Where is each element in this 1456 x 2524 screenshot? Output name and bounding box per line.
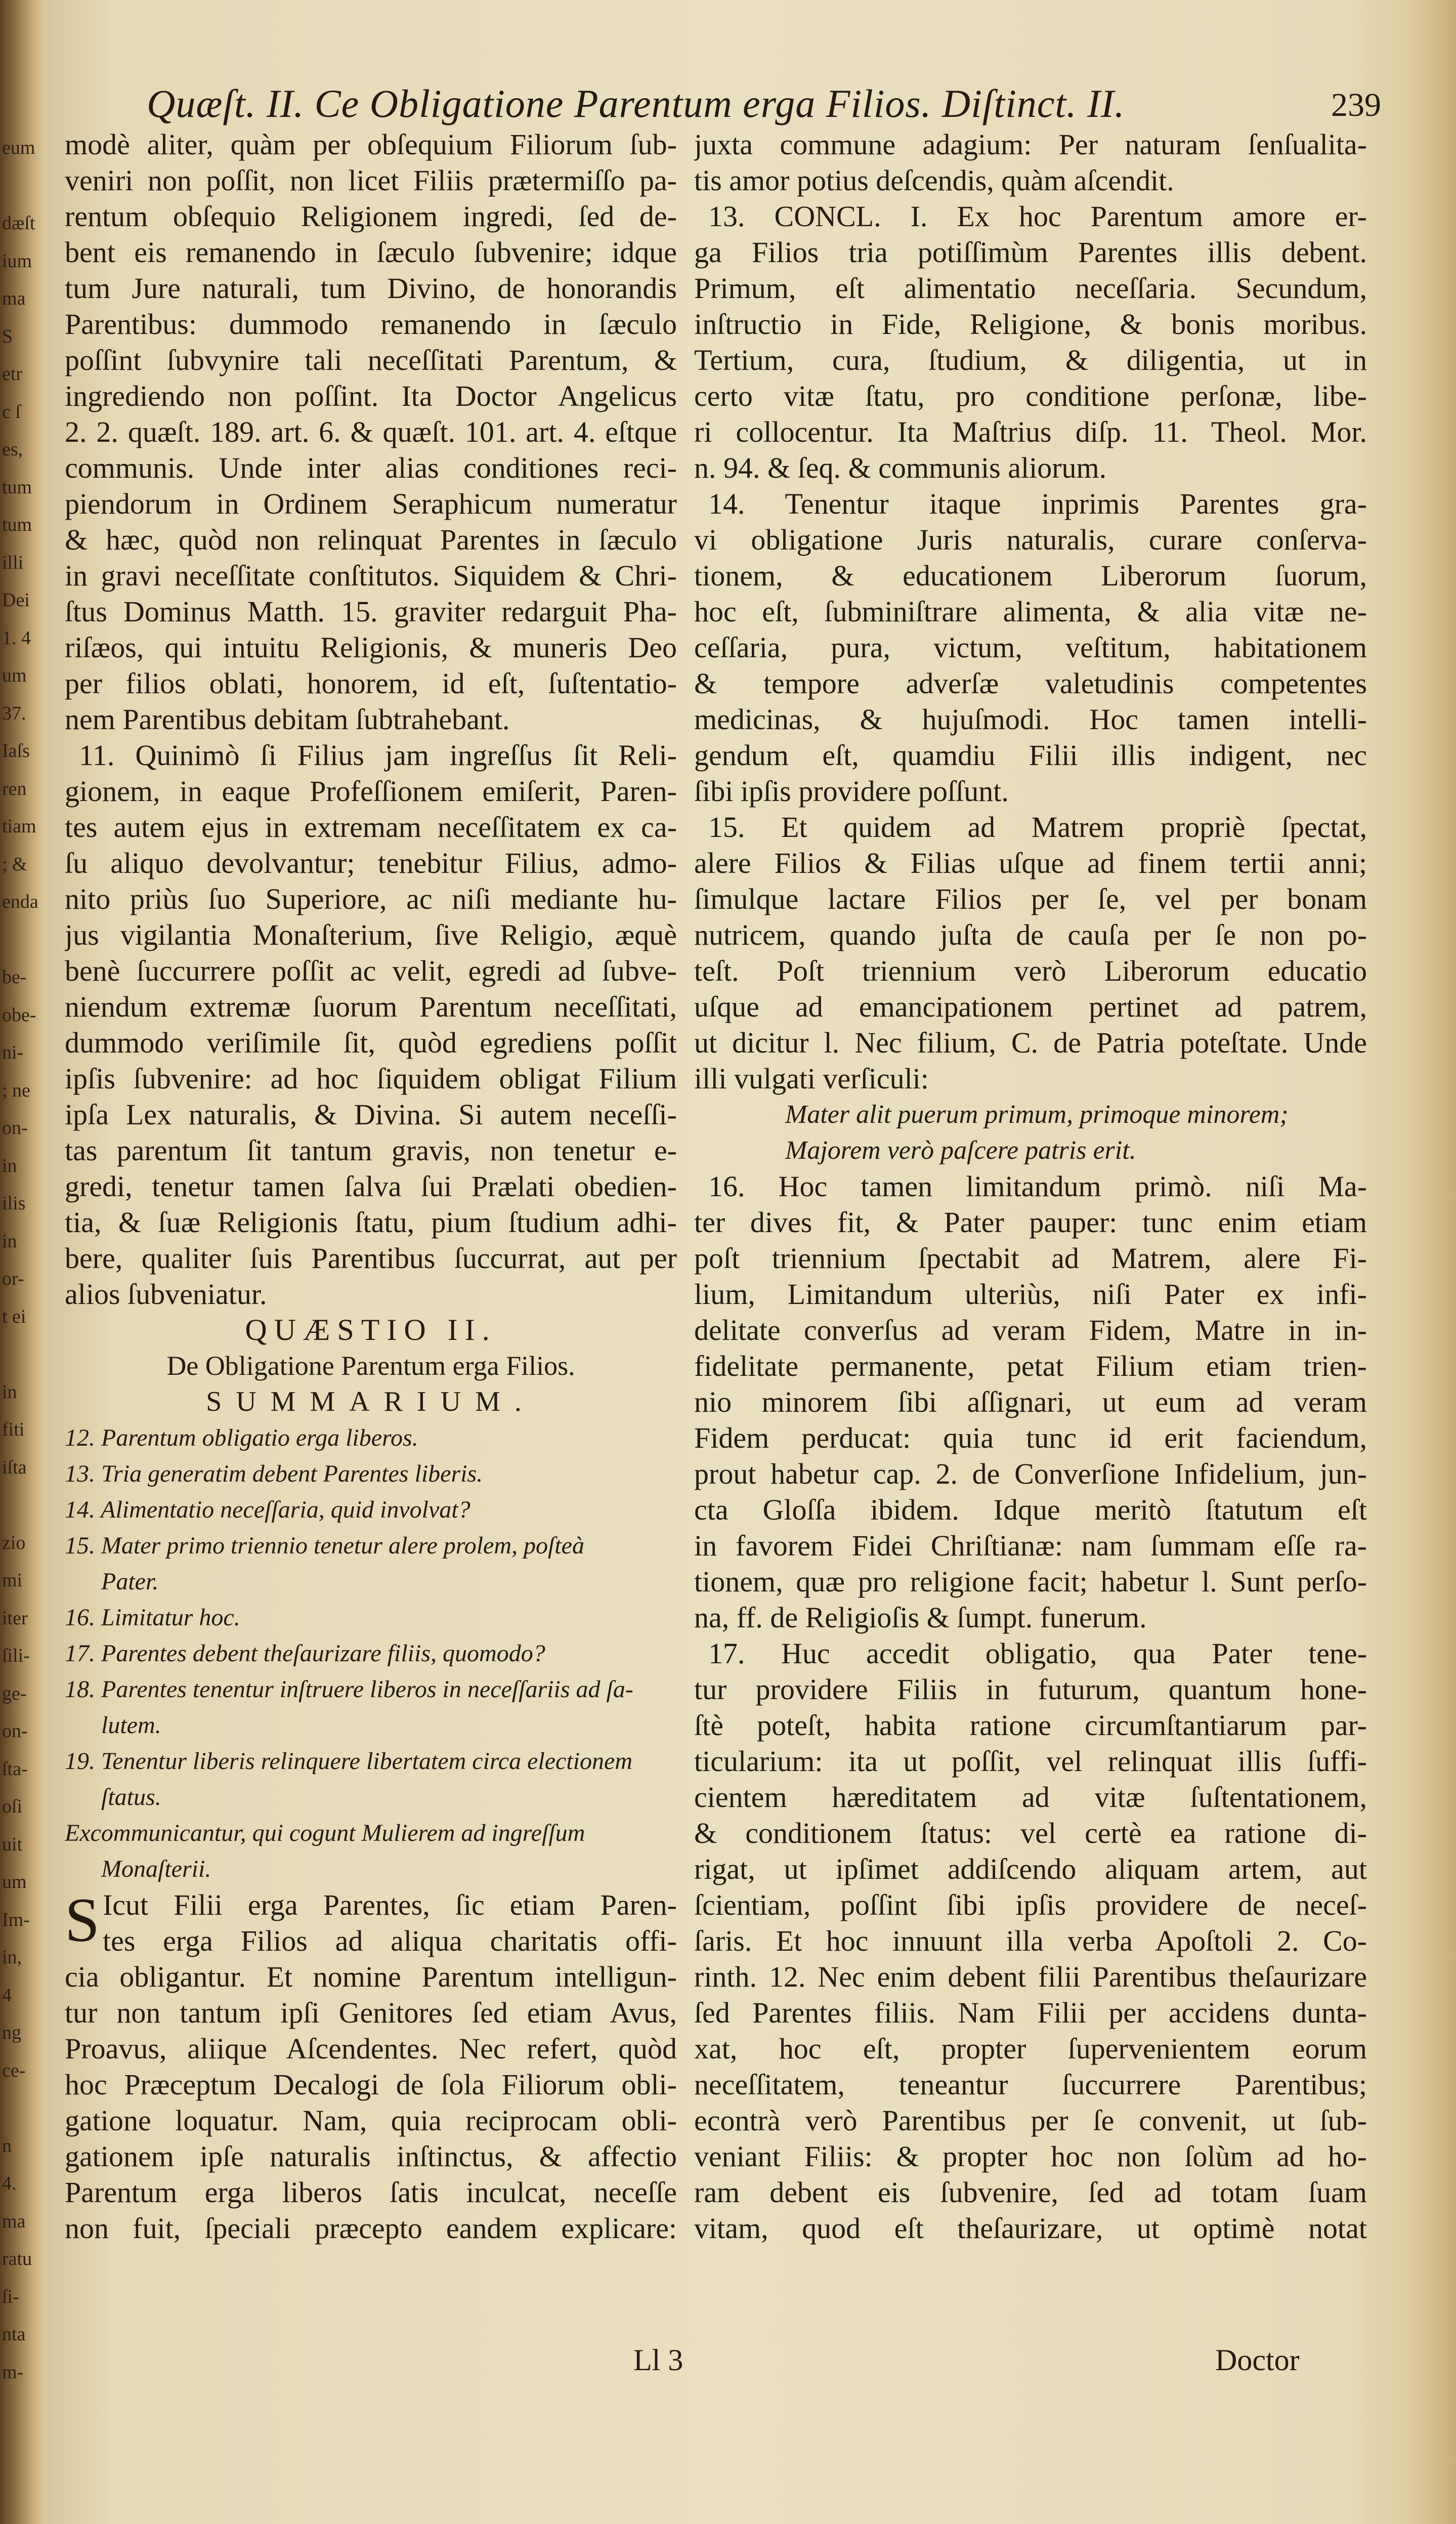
gutter-fragment: uit xyxy=(2,1833,23,1855)
summary-item: 14. Alimentatio neceſſaria, quid involvat? xyxy=(65,1496,470,1523)
text-line: tionem, & educationem Liberorum ſuorum, xyxy=(694,559,1367,592)
gutter-fragment: tiam xyxy=(2,816,36,837)
text-line: 15. Et quidem ad Matrem propriè ſpectat, xyxy=(708,811,1367,844)
gutter-fragment xyxy=(2,1340,40,1368)
gutter-fragment: tum xyxy=(2,476,32,498)
gutter-fragment: tum xyxy=(2,514,32,535)
gutter-fragment: mi xyxy=(2,1570,23,1591)
text-line: cientem hæreditatem ad vitæ ſuſtentationem, xyxy=(694,1781,1367,1814)
text-line: tes autem ejus in extremam neceſſitatem ex ca- xyxy=(65,811,677,844)
text-line: nutricem, quando juſta de cauſa per ſe non po- xyxy=(694,918,1367,951)
drop-cap: S xyxy=(65,1885,100,1955)
page-number: 239 xyxy=(1331,87,1381,123)
text-line: benè ſuccurrere poſſit ac velit, egredi ad ſubve- xyxy=(65,954,677,987)
text-line: per filios oblati, honorem, id eſt, ſuſtentatio- xyxy=(65,667,677,700)
summary-item: Monaſterii. xyxy=(101,1856,211,1882)
gutter-fragment: ſta- xyxy=(2,1758,28,1780)
text-line: Proavus, aliique Aſcendentes. Nec refert, quòd xyxy=(65,2032,677,2065)
gutter-fragment: ratu xyxy=(2,2248,32,2269)
left-column xyxy=(65,127,677,2246)
text-line: 11. Quinimò ſi Filius jam ingreſſus ſit Reli- xyxy=(79,739,677,772)
text-line: ſibi ipſis providere poſſunt. xyxy=(694,775,1009,808)
gutter-fragment: oſi xyxy=(2,1796,23,1817)
summary-item: Excommunicantur, qui cogunt Mulierem ad ingreſſum xyxy=(65,1820,585,1846)
text-line: cia obligantur. Et nomine Parentum intelligun- xyxy=(65,1960,677,1993)
gutter-fragment xyxy=(2,2094,40,2122)
gutter-fragment: dæſt xyxy=(2,213,35,234)
text-line: hoc Præceptum Decalogi de ſola Filiorum obli- xyxy=(65,2068,677,2101)
text-line: rinth. 12. Nec enim debent filii Parentibus theſaurizare xyxy=(694,1960,1367,1993)
text-line: ticularium: ita ut poſſit, vel relinquat illis ſuffi- xyxy=(694,1745,1367,1778)
summary-item: ſtatus. xyxy=(101,1784,161,1811)
text-line: in favorem Fidei Chriſtianæ: nam ſummam eſſe ra- xyxy=(694,1529,1367,1562)
text-line: 2. 2. quæſt. 189. art. 6. & quæſt. 101. art. 4. eſtque xyxy=(65,415,677,448)
gutter-fragment: ſili- xyxy=(2,1645,30,1666)
text-line: tionem, quæ pro religione facit; habetur l. Sunt perſo- xyxy=(694,1565,1367,1598)
text-line: fidelitate permanente, petat Filium etiam trien- xyxy=(694,1350,1367,1382)
text-line: ingrediendo non poſſint. Ita Doctor Angelicus xyxy=(65,380,677,412)
text-line: ter dives fit, & Pater pauper: tunc enim etiam xyxy=(694,1206,1367,1239)
verse-line: Majorem verò paſcere patris erit. xyxy=(785,1136,1136,1165)
gutter-fragment: um xyxy=(2,665,27,686)
text-line: ram debent eis ſubvenire, ſed ad totam ſuam xyxy=(694,2176,1367,2209)
text-line: ſed Parentes filiis. Nam Filii per accidens dunta- xyxy=(694,1996,1367,2029)
gutter-fragment: ni- xyxy=(2,1042,24,1063)
text-line: niendum extremæ ſuorum Parentum neceſſitati, xyxy=(65,990,677,1023)
text-line: lium, Limitandum ulteriùs, niſi Pater ex infi- xyxy=(694,1278,1367,1311)
summary-list xyxy=(65,1420,677,1887)
gutter-fragment: nta xyxy=(2,2324,26,2345)
text-line: ri collocentur. Ita Maſtrius diſp. 11. Theol. Mor. xyxy=(694,415,1367,448)
text-line: nio minorem ſibi aſſignari, ut eum ad veram xyxy=(694,1385,1367,1418)
text-line: ſimulque lactare Filios per ſe, vel per bonam xyxy=(694,882,1367,915)
gutter-fragment: um xyxy=(2,1871,27,1892)
text-line: xat, hoc eſt, propter ſupervenientem eorum xyxy=(694,2032,1367,2065)
page-footer xyxy=(0,2343,1456,2388)
gutter-fragment: obe- xyxy=(2,1004,36,1026)
gutter-fragment: ren xyxy=(2,778,27,800)
text-line: communis. Unde inter alias conditiones reci- xyxy=(65,451,677,484)
gutter-fragment: S xyxy=(2,325,13,347)
text-line: medicinas, & hujuſmodi. Hoc tamen intelli- xyxy=(694,703,1367,736)
summary-item: 17. Parentes debent theſaurizare filiis, quomodo? xyxy=(65,1640,545,1667)
text-line: tur non tantum ipſi Genitores ſed etiam Avus, xyxy=(65,1996,677,2029)
text-line: poſt triennium ſpectabit ad Matrem, alere Fi- xyxy=(694,1242,1367,1275)
gutter-fragment: 37. xyxy=(2,702,26,724)
text-line: modè aliter, quàm per obſequium Filiorum ſub- xyxy=(65,128,677,161)
closing-lines xyxy=(65,1959,677,2246)
text-line: ceſſaria, pura, victum, veſtitum, habitationem xyxy=(694,631,1367,664)
gutter-fragment: or- xyxy=(2,1268,24,1289)
text-line: uſque ad emancipationem pertinet ad patrem, xyxy=(694,990,1367,1023)
text-line: 16. Hoc tamen limitandum primò. niſi Ma- xyxy=(708,1170,1367,1203)
text-line: certo vitæ ſtatu, pro conditione perſonæ, libe- xyxy=(694,380,1367,412)
gutter-fragment: es, xyxy=(2,439,23,460)
question-heading: QUÆSTIO II. xyxy=(245,1313,497,1347)
right-column xyxy=(694,127,1367,2246)
text-line: alios ſubveniatur. xyxy=(65,1278,267,1311)
text-line: ut dicitur l. Nec filium, C. de Patria poteſtate. Unde xyxy=(694,1026,1367,1059)
text-line: neceſſitatem, teneantur ſuccurrere Parentibus; xyxy=(694,2068,1367,2101)
gutter-fragment: zio xyxy=(2,1532,26,1553)
text-line: vitam, quod eſt theſaurizare, ut optimè notat xyxy=(694,2212,1367,2245)
text-line: nem Parentibus debitam ſubtrahebant. xyxy=(65,703,510,736)
summary-item: Pater. xyxy=(101,1568,159,1595)
gutter-fragment: ce- xyxy=(2,2059,26,2081)
text-line: non fuit, ſpeciali præcepto eandem explicare: xyxy=(65,2212,677,2245)
text-line: ſu aliquo devolvantur; tenebitur Filius, admo- xyxy=(65,847,677,879)
gutter-fragment: n xyxy=(2,2135,12,2157)
text-line: Icut Filii erga Parentes, ſic etiam Paren- xyxy=(102,1888,677,1921)
text-line: cta Gloſſa ibidem. Idque meritò ſtatutum eſt xyxy=(694,1493,1367,1526)
gutter-fragment: ; ne xyxy=(2,1079,30,1101)
text-line: veniri non poſſit, non licet Filiis prætermiſſo pa- xyxy=(65,164,677,197)
question-opening-paragraph xyxy=(65,1887,677,2246)
gutter-fragment xyxy=(2,926,40,953)
gutter-fragment: Iaſs xyxy=(2,740,30,762)
gutter-fragment: be- xyxy=(2,966,27,988)
text-line: inſtructio in Fide, Religione, & bonis moribus. xyxy=(694,308,1367,341)
text-line: gationem ipſe naturalis inſtinctus, & affectio xyxy=(65,2140,677,2173)
signature-mark: Ll 3 xyxy=(633,2343,683,2377)
gutter-fragment: etr xyxy=(2,363,23,385)
gutter-fragment: iſta xyxy=(2,1456,27,1478)
text-line: hoc eſt, ſubminiſtrare alimenta, & alia vitæ ne- xyxy=(694,595,1367,628)
text-line: Parentum erga liberos ſatis inculcat, neceſſe xyxy=(65,2176,677,2209)
text-line: 14. Tenentur itaque inprimis Parentes gra- xyxy=(708,487,1367,520)
gutter-fragment: c ſ xyxy=(2,401,21,423)
text-line: tia, & ſuæ Religionis ſtatu, pium ſtudium adhi- xyxy=(65,1206,677,1239)
summary-item: 13. Tria generatim debent Parentes liberis. xyxy=(65,1460,483,1487)
text-line: alere Filios & Filias uſque ad finem tertii anni; xyxy=(694,847,1367,879)
left-paragraphs xyxy=(65,127,677,1312)
text-line: Primum, eſt alimentatio neceſſaria. Secundum, xyxy=(694,272,1367,305)
text-line: gendum eſt, quamdiu Filii illis indigent, nec xyxy=(694,739,1367,772)
text-line: poſſint ſubvynire tali neceſſitati Parentum, & xyxy=(65,344,677,376)
gutter-fragment xyxy=(2,172,40,199)
gutter-fragment: in xyxy=(2,1381,17,1403)
text-line: tas parentum ſit tantum gravis, non tenetur e- xyxy=(65,1134,677,1167)
text-line: 13. CONCL. I. Ex hoc Parentum amore er- xyxy=(708,200,1367,233)
gutter-fragment: eum xyxy=(2,137,35,158)
text-line: juxta commune adagium: Per naturam ſenſualita- xyxy=(694,128,1367,161)
text-line: delitate converſus ad veram Fidem, Matre in in- xyxy=(694,1314,1367,1347)
text-line: dummodo veriſimile ſit, quòd egrediens poſſit xyxy=(65,1026,677,1059)
gutter-fragment: 4 xyxy=(2,1984,12,2006)
summary-item: 16. Limitatur hoc. xyxy=(65,1604,240,1631)
gutter-fragment: enda xyxy=(2,891,38,912)
verse-line: Mater alit puerum primum, primoque minorem; xyxy=(785,1100,1289,1129)
gutter-fragment: m- xyxy=(2,2361,24,2383)
text-line: n. 94. & ſeq. & communis aliorum. xyxy=(694,451,1107,484)
text-line: ſtè poteſt, habita ratione circumſtantiarum par- xyxy=(694,1709,1367,1742)
dropcap-lines xyxy=(65,1887,677,1959)
text-line: riſæos, qui intuitu Religionis, & muneris Deo xyxy=(65,631,677,664)
text-line: ſtus Dominus Matth. 15. graviter redarguit Pha- xyxy=(65,595,677,628)
text-line: in gravi neceſſitate conſtitutos. Siquidem & Chri- xyxy=(65,559,677,592)
text-line: tes erga Filios ad aliqua charitatis offi- xyxy=(102,1924,677,1957)
gutter-fragment: ium xyxy=(2,250,32,272)
text-line: teſt. Poſt triennium verò Liberorum educatio xyxy=(694,954,1367,987)
text-line: 17. Huc accedit obligatio, qua Pater tene- xyxy=(708,1637,1367,1670)
gutter-fragment: in, xyxy=(2,1947,22,1968)
gutter-fragment: illi xyxy=(2,552,24,573)
text-line: Fidem perducat: quia tunc id erit faciendum, xyxy=(694,1421,1367,1454)
text-line: & conditionem ſtatus: vel certè ea ratione di- xyxy=(694,1817,1367,1849)
summary-item: 15. Mater primo triennio tenetur alere prolem, poſteà xyxy=(65,1532,584,1559)
summary-item: 12. Parentum obligatio erga liberos. xyxy=(65,1424,418,1451)
gutter-fragment: on- xyxy=(2,1117,28,1139)
text-line: illi vulgati verſiculi: xyxy=(694,1062,929,1095)
text-line: Tertium, cura, ſtudium, & diligentia, ut in xyxy=(694,344,1367,376)
text-line: vi obligatione Juris naturalis, curare conſerva- xyxy=(694,523,1367,556)
gutter-fragment: Im- xyxy=(2,1909,30,1930)
text-line: & hæc, quòd non relinquat Parentes in ſæculo xyxy=(65,523,677,556)
catchword: Doctor xyxy=(1215,2343,1300,2377)
text-line: na, ff. de Religioſis & ſumpt. funerum. xyxy=(694,1601,1147,1634)
gutter-fragment: iter xyxy=(2,1607,28,1629)
text-line: bent eis remanendo in ſæculo ſubvenire; idque xyxy=(65,236,677,269)
text-line: rigat, ut ipſimet addiſcendo aliquam artem, aut xyxy=(694,1853,1367,1885)
gutter-fragment: in xyxy=(2,1155,17,1176)
header-title: Quæſt. II. Ce Obligatione Parentum erga Filios. Diſtinct. II. xyxy=(147,81,1125,125)
text-line: & tempore adverſæ valetudinis competentes xyxy=(694,667,1367,700)
gutter-fragment: on- xyxy=(2,1720,28,1742)
text-line: bere, qualiter ſuis Parentibus ſuccurrat, aut per xyxy=(65,1242,677,1275)
gutter-fragment: ma xyxy=(2,288,26,309)
text-line: gatione loquatur. Nam, quia reciprocam obli- xyxy=(65,2104,677,2137)
text-line: tur providere Filiis in futurum, quantum hone- xyxy=(694,1673,1367,1706)
text-line: jus vigilantia Monaſterium, ſive Religio, æquè xyxy=(65,918,677,951)
gutter-fragment: ; & xyxy=(2,853,27,875)
text-line: nito priùs ſuo Superiore, ac niſi mediante hu- xyxy=(65,882,677,915)
gutter-fragment: in xyxy=(2,1230,17,1252)
gutter-fragment: t ei xyxy=(2,1306,26,1327)
text-line: gredi, tenetur tamen ſalva ſui Prælati obedien- xyxy=(65,1170,677,1203)
gutter-fragment: Dei xyxy=(2,590,30,611)
summary-item: lutem. xyxy=(101,1712,161,1739)
text-line: piendorum in Ordinem Seraphicum numeratur xyxy=(65,487,677,520)
gutter-margin xyxy=(0,0,41,2524)
text-line: gionem, in eaque Profeſſionem emiſerit, Paren- xyxy=(65,775,677,808)
text-line: tis amor potius deſcendis, quàm aſcendit. xyxy=(694,164,1174,197)
gutter-fragment: ſi- xyxy=(2,2286,19,2307)
gutter-fragment: ge- xyxy=(2,1682,27,1704)
question-subtitle: De Obligatione Parentum erga Filios. xyxy=(166,1351,575,1381)
text-line: veniant Filiis: & propter hoc non ſolùm ad ho- xyxy=(694,2140,1367,2173)
gutter-fragment: ilis xyxy=(2,1193,26,1214)
text-line: ſcientiam, poſſint ſibi ipſis providere de neceſ- xyxy=(694,1888,1367,1921)
text-line: Parentibus: dummodo remanendo in ſæculo xyxy=(65,308,677,341)
gutter-fragment: 4. xyxy=(2,2173,17,2194)
text-line: ipſis ſubvenire: ad hoc ſiquidem obligat Filium xyxy=(65,1062,677,1095)
text-line: tum Jure naturali, tum Divino, de honorandis xyxy=(65,272,677,305)
gutter-fragment xyxy=(2,1491,40,1519)
gutter-fragment: fiti xyxy=(2,1419,25,1440)
summary-heading: SUMMARIUM. xyxy=(206,1386,536,1417)
gutter-fragment: 1. 4 xyxy=(2,627,31,649)
text-line: prout habetur cap. 2. de Converſione Infidelium, jun- xyxy=(694,1457,1367,1490)
summary-item: 19. Tenentur liberis relinquere libertatem circa electionem xyxy=(65,1748,632,1775)
text-line: ga Filios tria potiſſimùm Parentes illis debent. xyxy=(694,236,1367,269)
text-line: ipſa Lex naturalis, & Divina. Si autem neceſſi- xyxy=(65,1098,677,1131)
text-line: rentum obſequio Religionem ingredi, ſed de- xyxy=(65,200,677,233)
summary-item: 18. Parentes tenentur inſtruere liberos in neceſſariis ad ſa- xyxy=(65,1676,633,1703)
text-line: econtrà verò Parentibus per ſe convenit, ut ſub- xyxy=(694,2104,1367,2137)
gutter-fragment: ma xyxy=(2,2210,26,2232)
text-line: ſaris. Et hoc innuunt illa verba Apoſtoli 2. Co- xyxy=(694,1924,1367,1957)
gutter-fragment: ng xyxy=(2,2022,21,2043)
